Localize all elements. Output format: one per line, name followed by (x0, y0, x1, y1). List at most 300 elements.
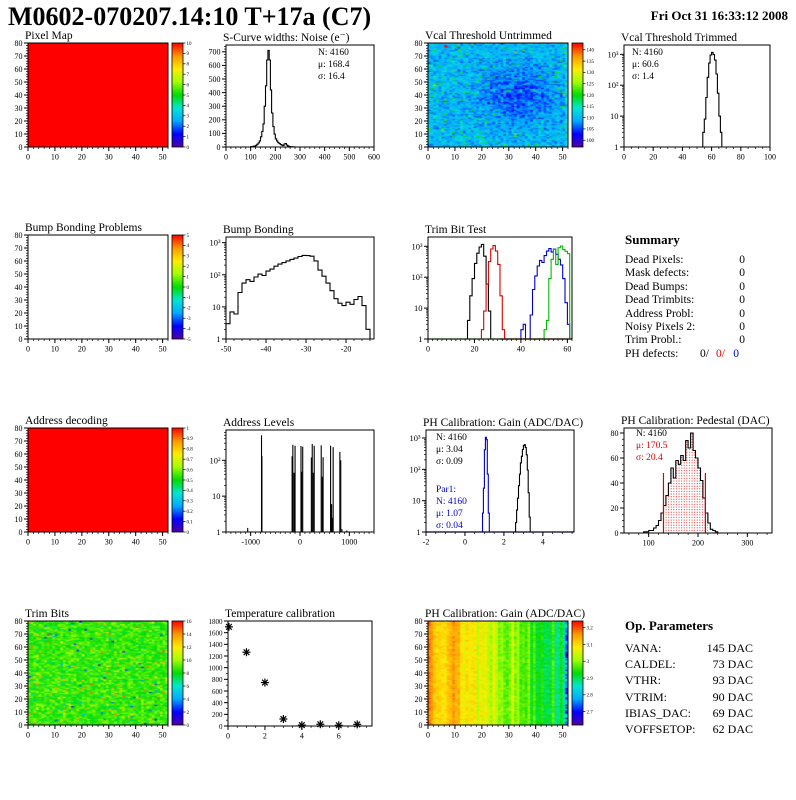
svg-text:0: 0 (186, 285, 189, 291)
svg-text:-40: -40 (260, 344, 272, 354)
summary-row (625, 294, 745, 307)
svg-text:10²: 10² (409, 464, 421, 475)
svg-text:2.8: 2.8 (586, 693, 593, 699)
summary-row-label: Dead Pixels: (625, 254, 684, 266)
svg-text:400: 400 (208, 88, 221, 98)
svg-text:100: 100 (642, 538, 655, 548)
svg-text:1: 1 (418, 334, 423, 344)
svg-text:2: 2 (186, 125, 189, 130)
svg-text:50: 50 (158, 537, 167, 547)
svg-text:0: 0 (622, 152, 626, 162)
svg-text:80: 80 (414, 616, 423, 626)
svg-text:600: 600 (208, 61, 221, 71)
svg-text:Par1:: Par1: (436, 485, 457, 495)
svg-text:1: 1 (216, 527, 221, 537)
svg-text:100: 100 (764, 152, 776, 162)
svg-text:-2: -2 (422, 537, 430, 547)
svg-text:0: 0 (18, 720, 23, 730)
svg-text:2: 2 (262, 731, 267, 741)
svg-text:2.9: 2.9 (586, 676, 593, 682)
summary-row-label: PH defects: (625, 347, 679, 360)
svg-text:0: 0 (26, 152, 30, 162)
svg-text:0: 0 (186, 145, 189, 151)
svg-text:0: 0 (418, 720, 423, 730)
summary-row-label: Mask defects: (625, 267, 690, 280)
svg-text:200: 200 (269, 152, 282, 162)
svg-text:100: 100 (244, 152, 257, 162)
svg-text:10: 10 (212, 491, 221, 502)
svg-text:115: 115 (586, 105, 594, 111)
panel-scurve-noise (200, 30, 399, 222)
svg-text:0.9: 0.9 (186, 437, 193, 443)
op-parameter-value: 62 DAC (712, 722, 753, 737)
svg-text:0: 0 (224, 152, 228, 162)
svg-text:PH Calibration: Pedestal (DAC): PH Calibration: Pedestal (DAC) (621, 415, 770, 427)
svg-text:0: 0 (18, 334, 23, 344)
op-parameter-label: VTRIM: (625, 689, 667, 704)
svg-text:Temperature calibration: Temperature calibration (225, 608, 335, 620)
svg-text:80: 80 (14, 616, 23, 626)
svg-text:10: 10 (14, 129, 23, 139)
svg-text:80: 80 (414, 38, 423, 48)
svg-text:50: 50 (414, 77, 423, 87)
svg-text:30: 30 (414, 103, 423, 113)
svg-text:N: 4160: N: 4160 (636, 429, 667, 439)
summary-row-value: 0 (739, 254, 745, 266)
svg-text:Vcal Threshold Trimmed: Vcal Threshold Trimmed (621, 32, 738, 44)
svg-text:0.5: 0.5 (186, 478, 193, 484)
svg-text:Pixel Map: Pixel Map (25, 30, 73, 42)
svg-text:60: 60 (414, 64, 423, 74)
svg-text:10: 10 (50, 152, 59, 162)
svg-text:40: 40 (678, 152, 687, 162)
svg-text:600: 600 (212, 687, 223, 696)
svg-text:10²: 10² (607, 80, 619, 91)
svg-text:70: 70 (414, 629, 423, 639)
op-parameter-row (625, 721, 753, 737)
svg-text:4: 4 (186, 697, 189, 703)
svg-text:20: 20 (649, 152, 658, 162)
svg-text:0: 0 (298, 537, 302, 547)
svg-text:10: 10 (186, 41, 192, 47)
op-parameter-row (625, 672, 753, 688)
svg-text:50: 50 (414, 655, 423, 665)
ph-defect-value: 0/ (716, 347, 725, 360)
svg-text:σ: 1.4: σ: 1.4 (632, 72, 655, 82)
svg-text:10: 10 (50, 730, 59, 740)
svg-text:30: 30 (14, 295, 23, 305)
svg-text:10: 10 (50, 537, 59, 547)
svg-text:0: 0 (418, 142, 423, 152)
panel-ph-calibration-pedestal (600, 415, 796, 607)
svg-text:N: 4160: N: 4160 (436, 433, 467, 443)
svg-text:500: 500 (343, 152, 356, 162)
panel-temperature-calibration (200, 608, 399, 800)
svg-text:Trim Bits: Trim Bits (25, 608, 70, 620)
svg-text:40: 40 (610, 478, 619, 488)
svg-text:σ: 20.4: σ: 20.4 (636, 453, 663, 463)
page-title: M0602-070207.14:10 T+17a (C7) (8, 2, 372, 31)
svg-text:60: 60 (14, 642, 23, 652)
svg-text:PH Calibration: Gain (ADC/DAC): PH Calibration: Gain (ADC/DAC) (423, 417, 584, 429)
svg-text:60: 60 (14, 64, 23, 74)
svg-text:0: 0 (216, 142, 221, 152)
op-parameter-value: 69 DAC (712, 705, 753, 720)
svg-text:Trim Bit Test: Trim Bit Test (425, 224, 487, 236)
svg-text:60: 60 (14, 449, 23, 459)
svg-text:σ: 16.4: σ: 16.4 (318, 72, 345, 82)
summary-heading: Summary (625, 232, 680, 247)
op-parameter-label: VANA: (625, 641, 662, 655)
svg-text:50: 50 (14, 462, 23, 472)
panel-ph-calibration-gain-hist (400, 415, 599, 607)
summary-rows (625, 254, 745, 361)
svg-text:6: 6 (186, 684, 189, 690)
svg-text:10: 10 (14, 514, 23, 524)
svg-text:20: 20 (477, 152, 486, 162)
panel-bump-bonding (200, 222, 399, 414)
ph-defect-value: 0 (733, 347, 739, 360)
svg-text:1: 1 (186, 135, 189, 141)
svg-text:20: 20 (610, 503, 619, 513)
svg-text:-5: -5 (186, 337, 191, 343)
ph-defect-value: 0/ (700, 347, 709, 360)
svg-text:30: 30 (14, 681, 23, 691)
op-parameter-label: CALDEL: (625, 657, 676, 672)
svg-text:30: 30 (14, 488, 23, 498)
summary-row-value: 0 (739, 294, 745, 307)
svg-text:80: 80 (14, 230, 23, 240)
svg-text:20: 20 (470, 344, 479, 354)
svg-text:50: 50 (158, 152, 167, 162)
svg-text:0: 0 (186, 723, 189, 729)
svg-text:3.2: 3.2 (586, 626, 593, 632)
svg-text:10: 10 (414, 303, 423, 314)
panel-pixel-map (0, 30, 199, 222)
svg-text:0: 0 (426, 730, 430, 740)
svg-text:70: 70 (14, 436, 23, 446)
svg-text:10³: 10³ (209, 237, 221, 248)
panel-address-levels (200, 415, 399, 607)
svg-text:60: 60 (707, 152, 716, 162)
svg-text:20: 20 (14, 116, 23, 126)
svg-text:2.7: 2.7 (586, 710, 593, 716)
svg-text:0: 0 (426, 344, 430, 354)
svg-text:40: 40 (14, 282, 23, 292)
svg-text:30: 30 (104, 344, 113, 354)
svg-text:0: 0 (462, 537, 467, 547)
svg-text:-30: -30 (300, 344, 312, 354)
svg-text:40: 40 (414, 90, 423, 100)
op-parameter-value: 73 DAC (712, 657, 753, 672)
summary-row-value: 0 (739, 321, 745, 334)
op-parameter-value: 145 DAC (706, 641, 753, 655)
svg-text:N: 4160: N: 4160 (318, 48, 349, 58)
svg-text:40: 40 (131, 730, 140, 740)
svg-text:1800: 1800 (208, 617, 223, 626)
svg-text:5: 5 (186, 93, 189, 99)
svg-text:1600: 1600 (208, 629, 223, 638)
svg-text:8: 8 (186, 671, 189, 677)
svg-text:0: 0 (426, 152, 430, 162)
svg-text:80: 80 (610, 428, 619, 438)
svg-text:40: 40 (531, 730, 540, 740)
svg-text:80: 80 (14, 38, 23, 48)
svg-text:0.3: 0.3 (186, 499, 193, 505)
svg-text:0.1: 0.1 (186, 520, 193, 526)
svg-text:1000: 1000 (341, 537, 358, 547)
svg-text:20: 20 (14, 501, 23, 511)
panel-address-decoding (0, 415, 199, 607)
svg-text:S-Curve widths: Noise (e⁻): S-Curve widths: Noise (e⁻) (223, 32, 350, 44)
svg-text:4: 4 (540, 537, 545, 547)
svg-text:130: 130 (586, 71, 594, 77)
op-parameter-row (625, 689, 753, 705)
svg-text:μ: 3.04: μ: 3.04 (436, 445, 463, 455)
panel-op-parameters (600, 608, 796, 800)
svg-text:10: 10 (186, 658, 192, 664)
svg-text:6: 6 (186, 83, 189, 89)
svg-text:0.6: 0.6 (186, 468, 193, 474)
summary-row-label: Dead Trimbits: (625, 294, 695, 307)
svg-text:-50: -50 (220, 344, 232, 354)
svg-text:σ: 0.09: σ: 0.09 (436, 457, 463, 467)
panel-trim-bits-map (0, 608, 199, 800)
svg-text:10: 10 (610, 111, 619, 122)
svg-text:1000: 1000 (208, 664, 223, 673)
svg-text:300: 300 (741, 538, 754, 548)
svg-text:0.2: 0.2 (186, 510, 193, 515)
svg-text:μ: 60.6: μ: 60.6 (632, 60, 659, 70)
panel-summary (600, 222, 796, 414)
svg-text:10: 10 (412, 495, 421, 506)
summary-row-label: Dead Bumps: (625, 280, 688, 293)
panel-vcal-threshold-untrimmed (400, 30, 599, 222)
summary-row (625, 321, 745, 334)
svg-text:30: 30 (104, 152, 113, 162)
svg-text:6: 6 (336, 731, 341, 741)
svg-text:10³: 10³ (607, 49, 619, 60)
svg-text:1200: 1200 (208, 652, 223, 661)
summary-row (625, 281, 745, 294)
svg-text:0: 0 (186, 530, 189, 536)
svg-text:0: 0 (614, 528, 619, 538)
svg-text:1: 1 (186, 426, 189, 432)
svg-text:3: 3 (586, 660, 589, 666)
svg-text:70: 70 (14, 243, 23, 253)
svg-text:300: 300 (294, 152, 306, 162)
svg-text:100: 100 (208, 129, 221, 139)
summary-row (625, 308, 745, 321)
svg-text:10²: 10² (209, 455, 221, 466)
svg-text:10: 10 (450, 152, 459, 162)
svg-text:70: 70 (414, 51, 423, 61)
svg-text:4: 4 (299, 731, 304, 741)
summary-row-ph-defects (625, 348, 745, 361)
svg-text:20: 20 (14, 308, 23, 318)
svg-text:Bump Bonding Problems: Bump Bonding Problems (25, 222, 142, 234)
svg-text:N: 4160: N: 4160 (632, 48, 663, 58)
svg-text:3: 3 (186, 114, 189, 120)
summary-row (625, 254, 745, 267)
svg-text:1: 1 (216, 334, 221, 344)
svg-text:30: 30 (104, 730, 113, 740)
summary-row-value: 0 (739, 280, 745, 293)
svg-text:σ: 0.04: σ: 0.04 (436, 521, 463, 531)
summary-row-label: Trim Probl.: (625, 334, 682, 347)
svg-text:Bump Bonding: Bump Bonding (223, 224, 294, 236)
summary-row-label: Noisy Pixels 2: (625, 321, 696, 334)
svg-text:μ: 1.07: μ: 1.07 (436, 509, 463, 519)
svg-text:1: 1 (186, 275, 189, 281)
svg-text:80: 80 (736, 152, 745, 162)
summary-row-label: Address Probl: (625, 307, 694, 320)
svg-text:0.7: 0.7 (186, 458, 193, 463)
svg-text:200: 200 (212, 711, 223, 720)
svg-text:800: 800 (212, 676, 223, 685)
svg-text:2: 2 (501, 537, 506, 547)
svg-text:4: 4 (186, 104, 189, 110)
svg-text:110: 110 (586, 116, 594, 122)
op-parameter-row (625, 705, 753, 721)
svg-text:Address decoding: Address decoding (25, 415, 108, 427)
svg-text:20: 20 (77, 344, 86, 354)
svg-text:30: 30 (504, 152, 513, 162)
op-parameter-row (625, 656, 753, 672)
svg-text:50: 50 (158, 730, 167, 740)
svg-text:50: 50 (14, 269, 23, 279)
summary-row-value: 0 (739, 267, 745, 280)
op-parameter-label: VOFFSETOP: (625, 722, 696, 737)
svg-text:105: 105 (586, 127, 594, 133)
op-parameters-heading: Op. Parameters (625, 618, 714, 633)
svg-text:0: 0 (226, 731, 230, 741)
svg-text:40: 40 (516, 344, 525, 354)
svg-text:10: 10 (414, 129, 423, 139)
svg-text:50: 50 (558, 152, 567, 162)
svg-text:10: 10 (414, 707, 423, 717)
svg-text:0.4: 0.4 (186, 489, 193, 495)
svg-text:20: 20 (477, 730, 486, 740)
svg-text:4: 4 (186, 244, 189, 250)
svg-text:400: 400 (212, 699, 223, 708)
svg-text:20: 20 (14, 694, 23, 704)
svg-text:10: 10 (14, 321, 23, 331)
svg-text:2: 2 (186, 710, 189, 716)
svg-text:30: 30 (104, 537, 113, 547)
svg-text:10: 10 (14, 707, 23, 717)
svg-text:20: 20 (77, 152, 86, 162)
svg-text:μ: 170.5: μ: 170.5 (636, 441, 668, 451)
svg-text:1: 1 (614, 142, 619, 152)
svg-text:9: 9 (186, 52, 189, 58)
svg-text:Vcal Threshold Untrimmed: Vcal Threshold Untrimmed (425, 30, 552, 42)
op-parameter-row (625, 640, 753, 656)
svg-text:60: 60 (14, 256, 23, 266)
svg-text:40: 40 (14, 90, 23, 100)
svg-text:16: 16 (186, 619, 192, 625)
svg-text:40: 40 (414, 668, 423, 678)
panel-bump-bonding-problems (0, 222, 199, 414)
svg-text:1400: 1400 (208, 641, 223, 650)
svg-text:0: 0 (26, 730, 30, 740)
svg-text:-20: -20 (340, 344, 352, 354)
svg-text:700: 700 (208, 47, 221, 57)
summary-row (625, 334, 745, 347)
svg-text:120: 120 (586, 93, 594, 99)
svg-text:80: 80 (14, 423, 23, 433)
svg-text:10: 10 (212, 301, 221, 312)
svg-text:8: 8 (186, 62, 189, 68)
svg-text:50: 50 (558, 730, 567, 740)
svg-text:400: 400 (318, 152, 331, 162)
svg-text:μ: 168.4: μ: 168.4 (318, 60, 350, 70)
svg-text:600: 600 (368, 152, 380, 162)
svg-text:60: 60 (563, 344, 572, 354)
svg-text:0: 0 (18, 142, 23, 152)
svg-text:10²: 10² (411, 272, 423, 283)
svg-text:50: 50 (14, 655, 23, 665)
svg-text:40: 40 (131, 152, 140, 162)
svg-text:20: 20 (77, 730, 86, 740)
op-parameter-label: IBIAS_DAC: (625, 705, 692, 720)
summary-row-value: 0 (739, 307, 745, 320)
svg-text:-3: -3 (186, 317, 191, 322)
svg-text:5: 5 (186, 233, 189, 239)
svg-text:20: 20 (77, 537, 86, 547)
svg-text:200: 200 (208, 115, 221, 125)
svg-text:0: 0 (18, 527, 23, 537)
svg-text:125: 125 (586, 82, 594, 88)
svg-text:60: 60 (414, 642, 423, 652)
svg-text:-4: -4 (186, 327, 191, 333)
svg-text:10²: 10² (209, 269, 221, 280)
svg-text:10: 10 (450, 730, 459, 740)
svg-text:30: 30 (14, 103, 23, 113)
svg-text:60: 60 (610, 453, 619, 463)
svg-text:300: 300 (208, 102, 221, 111)
svg-text:12: 12 (186, 645, 192, 651)
svg-text:Address Levels: Address Levels (223, 417, 295, 429)
panel-vcal-threshold-trimmed (600, 30, 796, 222)
svg-text:20: 20 (414, 116, 423, 126)
timestamp: Fri Oct 31 16:33:12 2008 (650, 8, 788, 23)
svg-text:-2: -2 (186, 306, 191, 312)
svg-text:500: 500 (208, 74, 221, 84)
svg-text:40: 40 (14, 475, 23, 485)
svg-text:40: 40 (531, 152, 540, 162)
svg-text:N: 4160: N: 4160 (436, 497, 467, 507)
svg-text:200: 200 (692, 538, 704, 548)
svg-text:1: 1 (416, 527, 421, 537)
svg-text:70: 70 (14, 51, 23, 61)
svg-text:50: 50 (158, 344, 167, 354)
svg-text:30: 30 (504, 730, 513, 740)
svg-text:10³: 10³ (409, 432, 421, 443)
panel-ph-calibration-gain-map (400, 608, 599, 800)
op-parameter-value: 90 DAC (712, 689, 753, 704)
svg-text:100: 100 (586, 139, 594, 145)
svg-text:-1: -1 (186, 296, 191, 302)
svg-text:50: 50 (14, 77, 23, 87)
svg-text:3: 3 (186, 254, 189, 260)
panel-trim-bit-test (400, 222, 599, 414)
svg-text:3.1: 3.1 (586, 643, 593, 649)
svg-text:30: 30 (414, 681, 423, 691)
svg-text:7: 7 (186, 73, 189, 78)
summary-row (625, 267, 745, 280)
svg-text:10³: 10³ (411, 241, 423, 252)
